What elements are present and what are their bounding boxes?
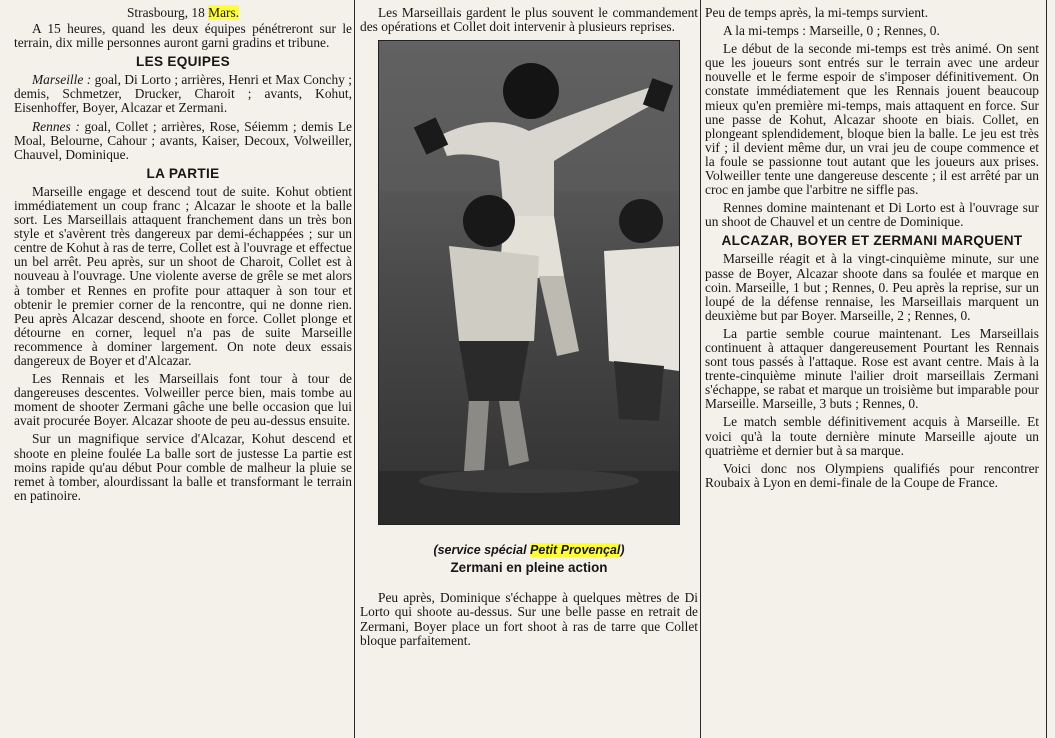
credit-prefix: (service spécial — [433, 543, 531, 558]
photo-caption: Zermani en pleine action — [450, 560, 608, 576]
rennes-lineup-text: goal, Collet ; arrières, Rose, Séiemm ; demis Le Moal, Belourne, Cahour ; avants, Kaiser, Decoux, Volweiller, Chauvel, Dominique. — [14, 118, 352, 162]
photo-credit — [360, 543, 698, 557]
paragraph: Peu après, Dominique s'échappe à quelques mètres de Di Lorto qui shoote au-dessus. Sur une belle passe en retrait de Zermani, Boyer place un fort shoot à ras de tarre que Collet bloque parfaitement. — [360, 590, 698, 648]
dateline — [14, 6, 352, 20]
marseille-lineup-text: goal, Di Lorto ; arrières, Henri et Max Conchy ; demis, Schmetzer, Drucker, Charoit ; avants, Kohut, Eisenhoffer, Boyer, Alcazar et Zermani. — [14, 72, 352, 116]
paragraph: Sur un magnifique service d'Alcazar, Kohut descend et shoote en pleine foulée La balle sort de justesse La partie est moins rapide qu'au début Pour comble de malheur la pluie se remet à tomber, alourdissant la balle et transformant le terrain en patinoire. — [14, 431, 352, 503]
paragraph: La partie semble courue maintenant. Les Marseillais continuent à attaquer dangereusement Pourtant les Rennais sont tous passés à l'attaque. Rose est avant centre. Mais à la trente-cinquième minute l'ailier droit marseillais Zermani s'échappe, se rabat et marque un troisième but imparable pour Marseille. Marseille, 3 buts ; Rennes, 0. — [705, 325, 1039, 412]
halftime-score: A la mi-temps : Marseille, 0 ; Rennes, 0. — [723, 23, 940, 39]
rennes-lineup — [14, 120, 352, 162]
credit-suffix: ) — [620, 543, 625, 558]
photo-illustration — [379, 41, 679, 524]
column-rule — [1046, 0, 1047, 738]
marseille-lineup — [14, 73, 352, 115]
paragraph: Les Rennais et les Marseillais font tour à tour de dangereuses descentes. Volweiller perce bien, mais tombe au moment de shooter Zermani gâche une belle occasion que lui avait procurée Boyer. Alcazar shoote de peu au-dessus ensuite. — [14, 371, 352, 429]
credit-name-highlight: Petit Provençal — [530, 543, 621, 558]
dateline-city: Strasbourg, 18 — [126, 5, 209, 20]
article-column-2 — [360, 0, 698, 738]
team-name-marseille: Marseille : — [32, 72, 92, 88]
match-photo — [378, 40, 680, 525]
paragraph: Marseille engage et descend tout de suite. Kohut obtient immédiatement un coup franc ; Alcazar le shoote et la balle sort. Les Marseillais attaquent franchement dans un très bon style et s'avèrent très dangereux par demi-échappées ; sur un centre de Kohut à ras de terre, Collet est à l'ouvrage et effectue un bel arrêt. Peu après, sur un shoot de Charoit, Collet est à nouveau à l'ouvrage. Une violente averse de grêle se met alors à tomber et Rennes en profite pour attaquer à son tour et obtenir le premier corner de la rencontre, qui ne donne rien. Peu après Alcazar descend, shoote en force. Collet plonge et détourne en corner, lequel n'a pas de suite Marseille recommence à dominer largement. On note deux essais dangereux de Boyer et d'Alcazar. — [14, 183, 352, 368]
paragraph: Marseille réagit et à la vingt-cinquième minute, sur une passe de Boyer, Alcazar shoote dans sa foulée et marque en coin. Marseille, 1 but ; Rennes, 0. Peu après la reprise, sur un loupé de la défense rennaise, les Marseillais marquent un deuxième but par Boyer. Marseille, 2 ; Rennes, 0. — [705, 251, 1039, 323]
article-column-1 — [14, 0, 352, 738]
heading-equipes: LES EQUIPES — [136, 54, 230, 70]
column-rule — [354, 0, 355, 738]
article-column-3 — [705, 0, 1039, 738]
paragraph: Les Marseillais gardent le plus souvent le commandement des opérations et Collet doit intervenir à plusieurs reprises. — [360, 5, 698, 35]
intro-paragraph: A 15 heures, quand les deux équipes pénétreront sur le terrain, dix mille personnes auront garni gradins et tribune. — [14, 21, 352, 51]
team-name-rennes: Rennes : — [32, 118, 80, 134]
paragraph: Le début de la seconde mi-temps est très animé. On sent que les joueurs sont entrés sur le terrain avec une ardeur nouvelle et le ferme espoir de s'imposer définitivement. On constate immédiatement que les Rennais jouent beaucoup mieux qu'en première mi-temps, mais attaquent en force. Sur une passe de Kohut, Alcazar shoote en biais. Collet, en plongeant splendidement, bloque bien la balle. Le jeu est très vif ; il devient même dur, un vrai jeu de coupe commence et la foule se passionne tout autant que les joueurs aux prises. Volweiller tente une dangereuse descente ; il est arrêté par un croc en jambe que l'arbitre ne siffle pas. — [705, 41, 1039, 198]
paragraph: Voici donc nos Olympiens qualifiés pour rencontrer Roubaix à Lyon en demi-finale de la Coupe de France. — [705, 460, 1039, 490]
paragraph: Peu de temps après, la mi-temps survient. — [705, 5, 929, 20]
column-rule — [700, 0, 701, 738]
heading-marquent: ALCAZAR, BOYER ET ZERMANI MARQUENT — [721, 233, 1023, 249]
heading-partie: LA PARTIE — [146, 165, 220, 181]
paragraph: Le match semble définitivement acquis à Marseille. Et voici qu'à la toute dernière minute Marseille ajoute un quatrième et dernier but à sa marque. — [705, 414, 1039, 458]
paragraph: Rennes domine maintenant et Di Lorto est à l'ouvrage sur un shoot de Chauvel et un centre de Dominique. — [705, 200, 1039, 230]
dateline-month-highlight: Mars. — [208, 5, 240, 20]
